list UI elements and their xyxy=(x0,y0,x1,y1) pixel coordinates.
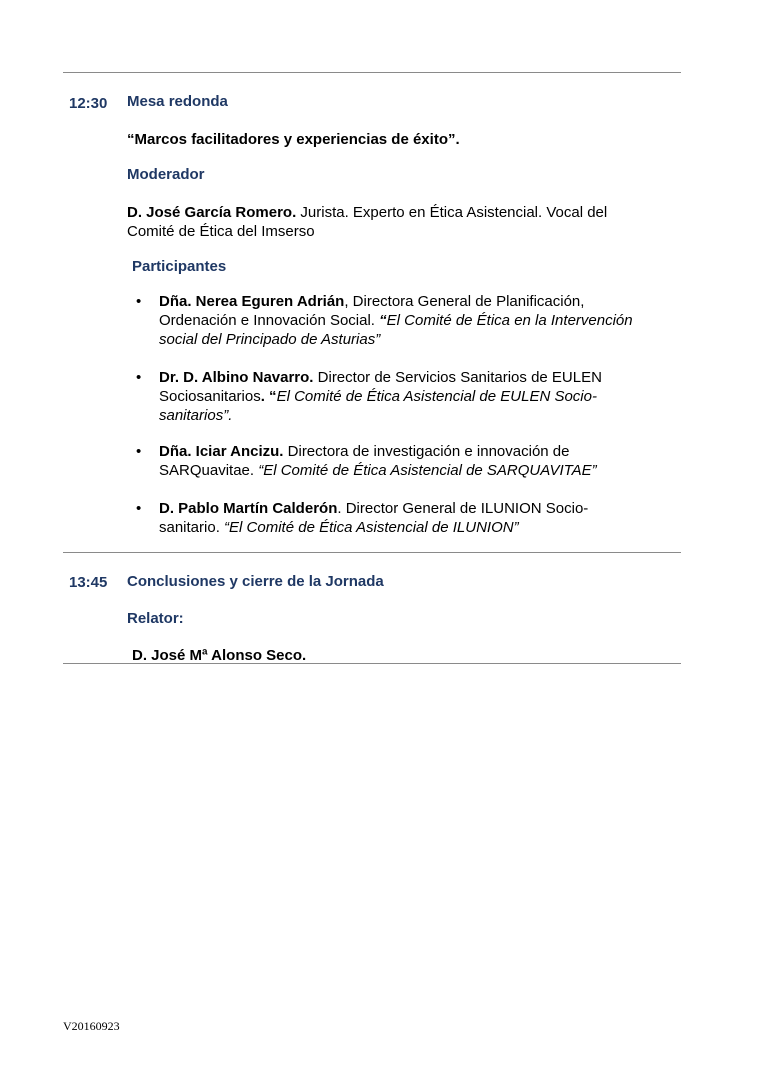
moderator-line1 xyxy=(127,203,607,222)
participant-role: Director de Servicios Sanitarios de EULEN xyxy=(313,369,602,386)
bullet-icon: • xyxy=(136,443,142,460)
participant-role-cont: SARQuavitae. xyxy=(159,462,259,479)
participant-role: . Director General de ILUNION Socio- xyxy=(337,500,589,517)
section-divider xyxy=(63,552,681,553)
participant-name: Dña. Nerea Eguren Adrián xyxy=(159,293,345,310)
list-item xyxy=(136,368,681,425)
participant-role-cont: Ordenación e Innovación Social. xyxy=(159,312,380,329)
talk-title: “El Comité de Ética Asistencial de SARQUAVITAE” xyxy=(258,462,597,479)
quote-open: . “ xyxy=(260,388,277,405)
bullet-icon: • xyxy=(136,500,142,517)
relator-name: D. José Mª Alonso Seco. xyxy=(132,647,307,664)
participants-heading: Participantes xyxy=(132,258,227,275)
moderator-desc-1: Jurista. Experto en Ética Asistencial. Vocal del xyxy=(296,204,608,221)
moderator-name: D. José García Romero. xyxy=(127,204,297,221)
talk-title: El Comité de Ética Asistencial de EULEN Socio- xyxy=(276,388,597,405)
participant-name: D. Pablo Martín Calderón xyxy=(159,500,338,517)
top-divider xyxy=(63,72,681,73)
session-subtitle: “Marcos facilitadores y experiencias de éxito”. xyxy=(127,131,460,148)
list-item xyxy=(136,499,681,537)
list-item xyxy=(136,442,681,480)
moderator-heading: Moderador xyxy=(127,166,205,183)
bottom-divider xyxy=(63,663,681,664)
relator-heading: Relator: xyxy=(127,610,184,627)
participant-role: Directora de investigación e innovación de xyxy=(283,443,570,460)
bullet-icon: • xyxy=(136,293,142,310)
version-code: V20160923 xyxy=(63,1019,120,1033)
session-title: Conclusiones y cierre de la Jornada xyxy=(127,573,384,590)
moderator-desc-2: Comité de Ética del Imserso xyxy=(127,223,315,240)
talk-title-cont: social del Principado de Asturias” xyxy=(159,331,381,348)
bullet-icon: • xyxy=(136,369,142,386)
session-time: 13:45 xyxy=(69,574,108,591)
talk-title-cont: sanitarios”. xyxy=(159,407,233,424)
participant-role: , Directora General de Planificación, xyxy=(344,293,585,310)
session-time: 12:30 xyxy=(69,95,108,112)
quote-open: “ xyxy=(379,312,387,329)
talk-title: El Comité de Ética en la Intervención xyxy=(386,312,633,329)
participant-name: Dña. Iciar Ancizu. xyxy=(159,443,284,460)
talk-title: “El Comité de Ética Asistencial de ILUNION” xyxy=(224,519,519,536)
participant-role-cont: Sociosanitarios xyxy=(159,388,261,405)
participant-role-cont: sanitario. xyxy=(159,519,225,536)
list-item xyxy=(136,292,681,349)
participant-name: Dr. D. Albino Navarro. xyxy=(159,369,314,386)
session-title: Mesa redonda xyxy=(127,93,228,110)
